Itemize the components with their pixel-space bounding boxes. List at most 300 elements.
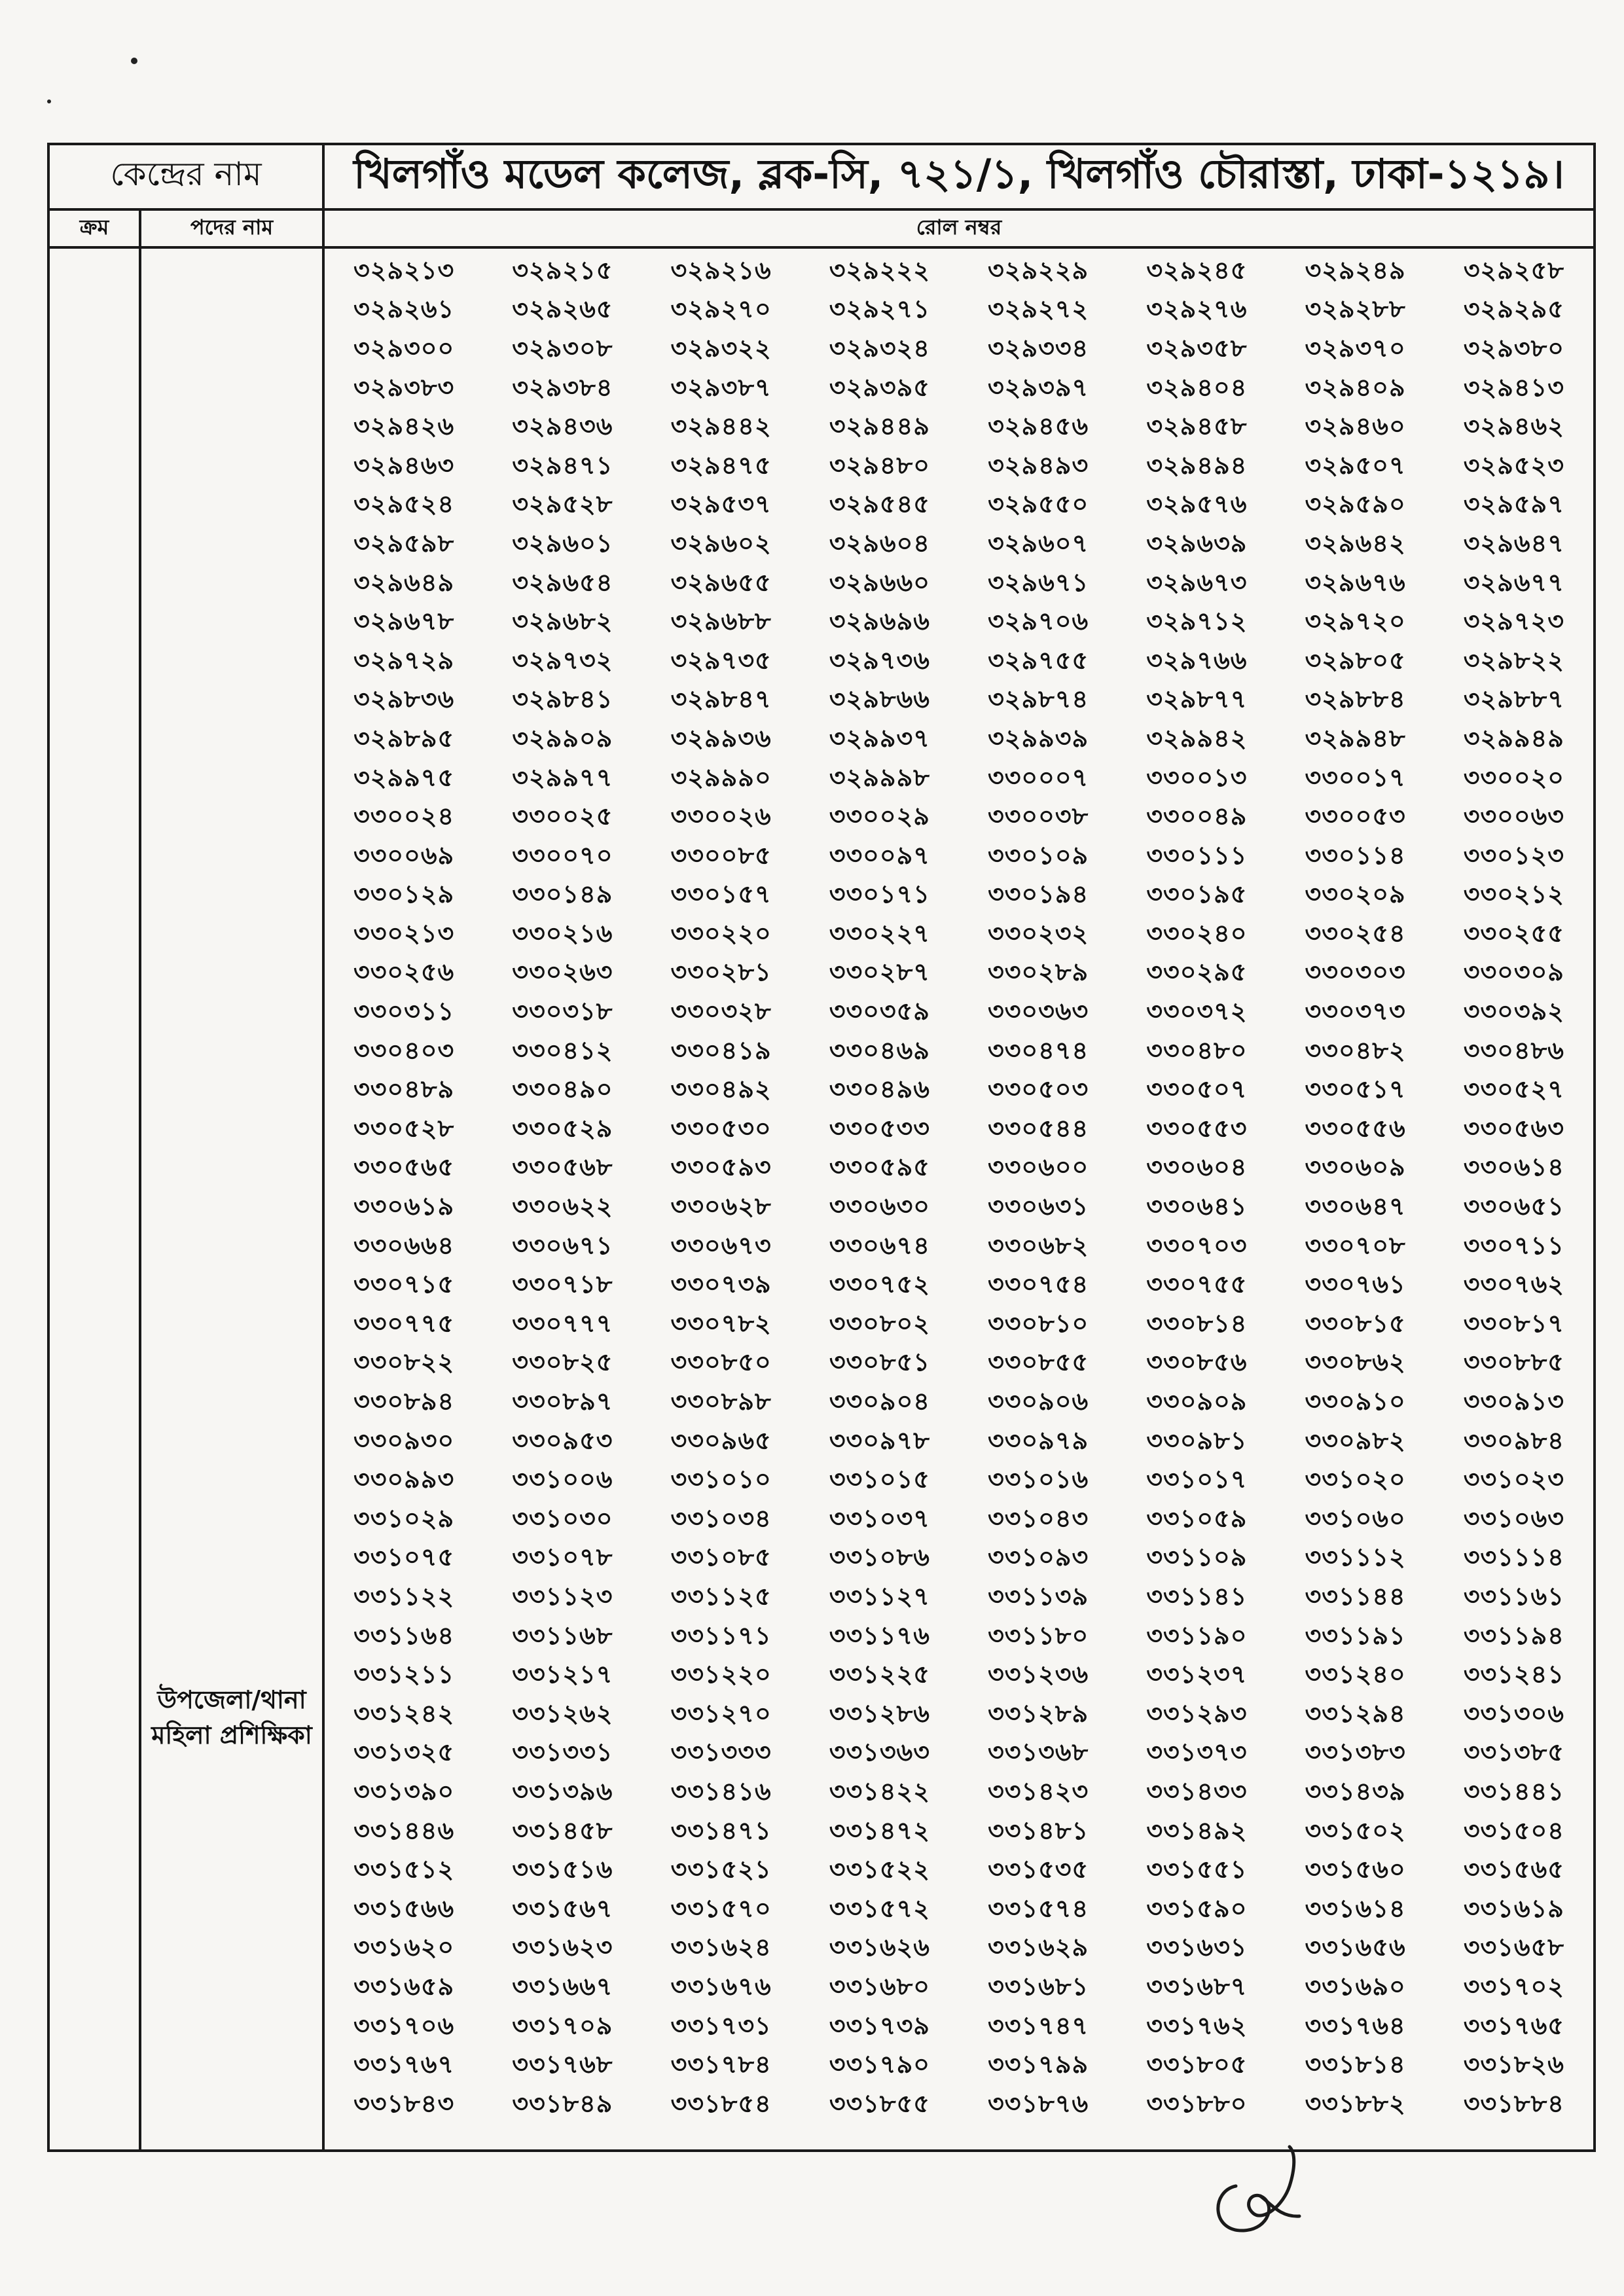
roll-number-cell: ৩২৯৫৪৫ <box>829 490 930 519</box>
roll-number-cell: ৩২৯৪৬২ <box>1463 412 1564 441</box>
roll-number-cell: ৩৩১২১৭ <box>512 1660 613 1689</box>
center-label: কেন্দ্রের নাম <box>50 145 325 208</box>
roll-number-cell: ৩৩১৫০২ <box>1305 1816 1406 1845</box>
roll-number-cell: ৩৩০৬৭৩ <box>670 1230 772 1260</box>
roll-number-cell: ৩৩০৮৫১ <box>829 1348 930 1377</box>
roll-number-cell: ৩২৯৪৭১ <box>512 450 613 480</box>
roll-number-cell: ৩৩০৭০৮ <box>1305 1230 1406 1260</box>
roll-number-cell: ৩৩১৮৫৪ <box>670 2089 772 2118</box>
roll-number-cell: ৩৩১৬২৪ <box>670 1933 772 1962</box>
roll-number-cell: ৩৩১০৪৩ <box>988 1503 1089 1533</box>
roll-number-cell: ৩২৯৩৯৫ <box>829 372 930 402</box>
roll-number-cell: ৩২৯৩২২ <box>670 333 772 363</box>
roll-number-cell: ৩৩১১৮০ <box>988 1621 1089 1650</box>
roll-number-cell: ৩২৯৮০৫ <box>1305 645 1406 675</box>
roll-number-cell: ৩২৯৭২০ <box>1305 607 1406 636</box>
roll-number-cell: ৩৩১২৯৪ <box>1305 1698 1406 1728</box>
post-name-line-1: উপজেলা/থানা <box>157 1685 306 1714</box>
roll-number-cell: ৩৩০৭৮২ <box>670 1308 772 1338</box>
roll-number-cell: ৩৩১৮৫৫ <box>829 2089 930 2118</box>
roll-number-cell: ৩৩১২২৫ <box>829 1660 930 1689</box>
roll-number-cell: ৩৩০২৫৬ <box>353 958 455 987</box>
roll-number-cell: ৩৩১৫৭২ <box>829 1893 930 1923</box>
roll-number-cell: ৩২৯৫৩৭ <box>670 490 772 519</box>
roll-number-cell: ৩৩১৮৮০ <box>1146 2089 1248 2118</box>
roll-number-cell: ৩৩১৮১৪ <box>1305 2050 1406 2079</box>
roll-number-cell: ৩৩১৪১৬ <box>670 1776 772 1806</box>
roll-number-cell: ৩৩০৯৮১ <box>1146 1426 1248 1455</box>
roll-number-cell: ৩৩১১৭৬ <box>829 1621 930 1650</box>
roll-number-cell: ৩৩১৩২৫ <box>353 1738 455 1767</box>
roll-number-cell: ৩২৯৫২৩ <box>1463 450 1564 480</box>
roll-number-cell: ৩৩১৩৩১ <box>512 1738 613 1767</box>
roll-number-cell: ৩২৯৯৪২ <box>1146 723 1248 753</box>
roll-number-cell: ৩৩১৭৬৫ <box>1463 2011 1564 2040</box>
roll-number-cell: ৩৩০৮৫০ <box>670 1348 772 1377</box>
roll-number-cell: ৩৩১০২৯ <box>353 1503 455 1533</box>
roll-number-cell: ৩৩১০৩৪ <box>670 1503 772 1533</box>
roll-number-cell: ৩৩১০১৫ <box>829 1465 930 1494</box>
roll-number-cell: ৩২৯৭১২ <box>1146 607 1248 636</box>
roll-number-cell: ৩৩০০২৫ <box>512 802 613 831</box>
roll-number-cell: ৩২৯৭৬৬ <box>1146 645 1248 675</box>
roll-number-cell: ৩৩০৫৬৫ <box>353 1153 455 1182</box>
roll-number-cell: ৩২৯৪০৪ <box>1146 372 1248 402</box>
roll-number-cell: ৩৩০৪৯০ <box>512 1075 613 1104</box>
roll-number-cell: ৩৩০৬৭৪ <box>829 1230 930 1260</box>
roll-number-cell: ৩২৯২২৯ <box>988 255 1089 285</box>
roll-number-cell: ৩৩০৯৫৩ <box>512 1426 613 1455</box>
roll-number-cell: ৩৩০২১২ <box>1463 880 1564 909</box>
roll-number-cell: ৩৩১৭৪৭ <box>988 2011 1089 2040</box>
roll-number-cell: ৩৩০৩০৩ <box>1305 958 1406 987</box>
roll-number-cell: ৩২৯৬৮২ <box>512 607 613 636</box>
roll-number-cell: ৩৩০১২৯ <box>353 880 455 909</box>
roll-number-cell: ৩৩০০৫৩ <box>1305 802 1406 831</box>
roll-number-cell: ৩২৯৪১৩ <box>1463 372 1564 402</box>
roll-number-cell: ৩৩১৩৭৩ <box>1146 1738 1248 1767</box>
roll-number-cell: ৩৩১১৭১ <box>670 1621 772 1650</box>
roll-number-cell: ৩৩০৭৫২ <box>829 1270 930 1299</box>
roll-number-cell: ৩৩১১২৫ <box>670 1581 772 1611</box>
roll-number-cell: ৩৩১৮৮৪ <box>1463 2089 1564 2118</box>
roll-number-cell: ৩৩১৫২১ <box>670 1855 772 1884</box>
roll-number-cell: ৩৩০৯১০ <box>1305 1387 1406 1416</box>
roll-number-cell: ৩৩১৭০৬ <box>353 2011 455 2040</box>
roll-number-cell: ৩৩০৮৮৫ <box>1463 1348 1564 1377</box>
roll-number-cell: ৩২৯৭৩২ <box>512 645 613 675</box>
roll-number-cell: ৩২৯২১৩ <box>353 255 455 285</box>
roll-number-cell: ৩৩১২৯৩ <box>1146 1698 1248 1728</box>
roll-number-cell: ৩২৯২২২ <box>829 255 930 285</box>
roll-number-cell: ৩৩১০৩০ <box>512 1503 613 1533</box>
post-name <box>141 1682 322 1753</box>
roll-number-cell: ৩৩০৭৭৫ <box>353 1308 455 1338</box>
roll-number-cell: ৩৩০৩২৮ <box>670 997 772 1026</box>
roll-number-cell: ৩৩০৮৯৪ <box>353 1387 455 1416</box>
roll-number-cell: ৩৩০৫০৩ <box>988 1075 1089 1104</box>
roll-number-cell: ৩২৯৮৭৭ <box>1146 685 1248 714</box>
roll-number-cell: ৩২৯৬৩৯ <box>1146 528 1248 558</box>
roll-number-cell: ৩২৯৭৩৬ <box>829 645 930 675</box>
roll-number-cell: ৩৩০৩৫৯ <box>829 997 930 1026</box>
roll-number-cell: ৩৩০২০৯ <box>1305 880 1406 909</box>
roll-number-cell: ৩৩০০৩৮ <box>988 802 1089 831</box>
roll-number-cell: ৩৩১০২০ <box>1305 1465 1406 1494</box>
roll-number-cell: ৩৩০৭১৫ <box>353 1270 455 1299</box>
roll-number-cell: ৩৩০৬৮২ <box>988 1230 1089 1260</box>
column-header-serial: ক্রম <box>50 211 141 246</box>
roll-number-cell: ৩৩০৪৮৬ <box>1463 1035 1564 1065</box>
roll-number-cell: ৩৩১৫২২ <box>829 1855 930 1884</box>
roll-number-cell: ৩৩১৩০৬ <box>1463 1698 1564 1728</box>
roll-number-cell: ৩৩০৫২৮ <box>353 1113 455 1143</box>
roll-number-cell: ৩৩১০৭৮ <box>512 1543 613 1572</box>
roll-number-cell: ৩৩১২৪১ <box>1463 1660 1564 1689</box>
column-header-row <box>50 211 1593 249</box>
roll-number-cell: ৩২৯৩৫৮ <box>1146 333 1248 363</box>
roll-number-cell: ৩২৯৩৮০ <box>1463 333 1564 363</box>
roll-number-cell: ৩৩১০৩৭ <box>829 1503 930 1533</box>
roll-number-cell: ৩৩০১৪৯ <box>512 880 613 909</box>
roll-number-cell: ৩২৯২৭২ <box>988 295 1089 324</box>
roll-number-cell: ৩৩০৬১৯ <box>353 1192 455 1221</box>
roll-number-cell: ৩৩১৪৭১ <box>670 1816 772 1845</box>
roll-number-cell: ৩৩০৯৮৪ <box>1463 1426 1564 1455</box>
roll-number-cell: ৩৩০৭১১ <box>1463 1230 1564 1260</box>
roll-number-cell: ৩৩১১৯০ <box>1146 1621 1248 1650</box>
roll-number-cell: ৩৩০৫০৭ <box>1146 1075 1248 1104</box>
roll-number-cell: ৩৩০৪৮৯ <box>353 1075 455 1104</box>
roll-number-cell: ৩৩০৭৭৭ <box>512 1308 613 1338</box>
roll-number-cell: ৩৩০১৯৪ <box>988 880 1089 909</box>
roll-number-cell: ৩৩০৮০২ <box>829 1308 930 1338</box>
roll-number-cell: ৩২৯২৬৫ <box>512 295 613 324</box>
roll-number-cell: ৩২৯৮৬৬ <box>829 685 930 714</box>
roll-number-cell: ৩২৯৩৭০ <box>1305 333 1406 363</box>
post-column <box>141 249 325 2149</box>
roll-number-cell: ৩২৯৭৫৫ <box>988 645 1089 675</box>
roll-number-cell: ৩২৯৩৮৩ <box>353 372 455 402</box>
roll-number-cell: ৩৩১১১৪ <box>1463 1543 1564 1572</box>
roll-number-cell: ৩৩০৩৬৩ <box>988 997 1089 1026</box>
roll-number-cell: ৩২৯৬৭৩ <box>1146 567 1248 597</box>
roll-number-cell: ৩২৯২৭৬ <box>1146 295 1248 324</box>
roll-number-cell: ৩৩০৬৩০ <box>829 1192 930 1221</box>
roll-number-cell: ৩৩১৬৮১ <box>988 1971 1089 2001</box>
roll-number-cell: ৩৩১০৯৩ <box>988 1543 1089 1572</box>
roll-number-cell: ৩৩০২১৩ <box>353 918 455 948</box>
roll-number-cell: ৩৩১৫১২ <box>353 1855 455 1884</box>
roll-number-cell: ৩৩০৮২২ <box>353 1348 455 1377</box>
roll-number-cell: ৩৩০৫৪৪ <box>988 1113 1089 1143</box>
roll-number-cell: ৩২৯৮৩৬ <box>353 685 455 714</box>
roll-number-cell: ৩৩০০৬৯ <box>353 840 455 870</box>
roll-number-cell: ৩৩০৪৬৯ <box>829 1035 930 1065</box>
roll-number-cell: ৩৩১০৭৫ <box>353 1543 455 1572</box>
roll-number-cell: ৩৩০২২০ <box>670 918 772 948</box>
roll-number-cell: ৩৩১১৩৯ <box>988 1581 1089 1611</box>
roll-number-cell: ৩২৯৪৮০ <box>829 450 930 480</box>
roll-number-cell: ৩৩১২৪০ <box>1305 1660 1406 1689</box>
roll-number-cell: ৩২৯৬৮৮ <box>670 607 772 636</box>
roll-number-cell: ৩৩০২৮৭ <box>829 958 930 987</box>
roll-number-cell: ৩২৯৬০৪ <box>829 528 930 558</box>
roll-number-cell: ৩৩০০৯৭ <box>829 840 930 870</box>
roll-number-cell: ৩৩১১২৩ <box>512 1581 613 1611</box>
roll-number-cell: ৩২৯৩৯৭ <box>988 372 1089 402</box>
roll-number-cell: ৩৩১৭৬৭ <box>353 2050 455 2079</box>
roll-number-cell: ৩২৯৯৭৫ <box>353 762 455 792</box>
roll-number-cell: ৩২৯৪২৬ <box>353 412 455 441</box>
roll-number-cell: ৩৩১৭০৯ <box>512 2011 613 2040</box>
roll-number-cell: ৩৩১০১৭ <box>1146 1465 1248 1494</box>
roll-number-cell: ৩২৯৮৪১ <box>512 685 613 714</box>
roll-number-cell: ৩৩০৪৯৬ <box>829 1075 930 1104</box>
roll-number-cell: ৩৩০৩৭৩ <box>1305 997 1406 1026</box>
roll-number-cell: ৩২৯৩৮৭ <box>670 372 772 402</box>
roll-number-cell: ৩২৯৪৬০ <box>1305 412 1406 441</box>
roll-number-cell: ৩৩১০২৩ <box>1463 1465 1564 1494</box>
roll-number-cell: ৩৩১৮৭৬ <box>988 2089 1089 2118</box>
roll-number-cell: ৩৩০৬৩১ <box>988 1192 1089 1221</box>
roll-number-cell: ৩৩১২১১ <box>353 1660 455 1689</box>
roll-number-cell: ৩২৯৩৮৪ <box>512 372 613 402</box>
roll-number-cell: ৩২৯৪৯৪ <box>1146 450 1248 480</box>
roll-number-cell: ৩৩১৩৯৬ <box>512 1776 613 1806</box>
roll-number-cell: ৩৩০০৬৩ <box>1463 802 1564 831</box>
roll-number-cell: ৩২৯৫৯০ <box>1305 490 1406 519</box>
roll-number-cell: ৩৩০০১৭ <box>1305 762 1406 792</box>
roll-number-cell: ৩২৯৪৪৯ <box>829 412 930 441</box>
roll-number-cell: ৩৩১০৬০ <box>1305 1503 1406 1533</box>
roll-number-cell: ৩৩০৪৮২ <box>1305 1035 1406 1065</box>
roll-number-cell: ৩২৯২৫৮ <box>1463 255 1564 285</box>
roll-number-cell: ৩৩০১২৩ <box>1463 840 1564 870</box>
roll-number-cell: ৩৩১১২৭ <box>829 1581 930 1611</box>
roll-number-cell: ৩৩০৫২৭ <box>1463 1075 1564 1104</box>
roll-number-cell: ৩২৯৫৯৮ <box>353 528 455 558</box>
roll-number-cell: ৩৩১২৮৯ <box>988 1698 1089 1728</box>
roll-number-cell: ৩২৯৫২৮ <box>512 490 613 519</box>
roll-number-cell: ৩৩১৫৬৬ <box>353 1893 455 1923</box>
roll-number-cell: ৩৩১৬৫৯ <box>353 1971 455 2001</box>
roll-number-cell: ৩২৯৮৪৭ <box>670 685 772 714</box>
roll-number-cell: ৩২৯৬৭৬ <box>1305 567 1406 597</box>
roll-number-cell: ৩৩১৬১৪ <box>1305 1893 1406 1923</box>
roll-number-cell: ৩৩০০৪৯ <box>1146 802 1248 831</box>
roll-number-cell: ৩২৯৯৭৭ <box>512 762 613 792</box>
roll-number-cell: ৩৩১৩৮৫ <box>1463 1738 1564 1767</box>
roll-number-cell: ৩৩০৬০৯ <box>1305 1153 1406 1182</box>
serial-column <box>50 249 141 2149</box>
roll-number-cell: ৩৩১৭৬২ <box>1146 2011 1248 2040</box>
roll-number-cell: ৩৩০০২০ <box>1463 762 1564 792</box>
roll-number-cell: ৩৩০৭০৩ <box>1146 1230 1248 1260</box>
roll-number-cell: ৩৩১৩৮৩ <box>1305 1738 1406 1767</box>
roll-number-cell: ৩৩১৪২৩ <box>988 1776 1089 1806</box>
roll-number-cell: ৩৩১২৩৬ <box>988 1660 1089 1689</box>
roll-number-cell: ৩৩০৫৫৬ <box>1305 1113 1406 1143</box>
roll-number-cell: ৩২৯৮৯৫ <box>353 723 455 753</box>
roll-number-cell: ৩৩০৯৭৯ <box>988 1426 1089 1455</box>
roll-number-cell: ৩৩১০১০ <box>670 1465 772 1494</box>
roll-number-cell: ৩২৯৪৩৬ <box>512 412 613 441</box>
roll-number-cell: ৩২৯৪৫৬ <box>988 412 1089 441</box>
roll-number-cell: ৩৩০০৮৫ <box>670 840 772 870</box>
roll-number-cell: ৩২৯৪৭৫ <box>670 450 772 480</box>
roll-number-cell: ৩৩০৯৭৮ <box>829 1426 930 1455</box>
roll-number-cell: ৩২৯৫০৭ <box>1305 450 1406 480</box>
roll-number-cell: ৩৩০১৭১ <box>829 880 930 909</box>
roll-number-cell: ৩৩০৬২২ <box>512 1192 613 1221</box>
roll-number-cell: ৩৩০১১১ <box>1146 840 1248 870</box>
roll-number-cell: ৩৩০৬৭১ <box>512 1230 613 1260</box>
roll-number-cell: ৩৩০৪১৯ <box>670 1035 772 1065</box>
roll-number-cell: ৩৩০৯৩০ <box>353 1426 455 1455</box>
roll-number-cell: ৩৩০৫৬৩ <box>1463 1113 1564 1143</box>
roll-number-cell: ৩৩০৭৬২ <box>1463 1270 1564 1299</box>
roll-number-cell: ৩৩০১৯৫ <box>1146 880 1248 909</box>
roll-number-cell: ৩৩১৬৯০ <box>1305 1971 1406 2001</box>
roll-number-cell: ৩৩০২২৭ <box>829 918 930 948</box>
roll-number-cell: ৩৩১১০৯ <box>1146 1543 1248 1572</box>
roll-number-cell: ৩৩০৫৯৩ <box>670 1153 772 1182</box>
roll-number-cell: ৩৩০৮১৫ <box>1305 1308 1406 1338</box>
roll-number-cell: ৩৩০৪১২ <box>512 1035 613 1065</box>
roll-number-cell: ৩৩১০৬৩ <box>1463 1503 1564 1533</box>
roll-number-cell: ৩৩১২২০ <box>670 1660 772 1689</box>
roll-number-cell: ৩২৯৯৩৯ <box>988 723 1089 753</box>
roll-number-cell: ৩২৯৬৫৪ <box>512 567 613 597</box>
roll-number-cell: ৩৩০০১৩ <box>1146 762 1248 792</box>
roll-number-cell: ৩৩০৪৮০ <box>1146 1035 1248 1065</box>
roll-number-cell: ৩৩০৩৭২ <box>1146 997 1248 1026</box>
roll-number-cell: ৩২৯৯৪৮ <box>1305 723 1406 753</box>
roll-number-cell: ৩৩০৭৫৫ <box>1146 1270 1248 1299</box>
roll-number-cell: ৩৩১৫৭৪ <box>988 1893 1089 1923</box>
roll-number-cell: ৩২৯৩২৪ <box>829 333 930 363</box>
roll-number-cell: ৩৩১৫৭০ <box>670 1893 772 1923</box>
roll-number-cell: ৩৩১৩৯০ <box>353 1776 455 1806</box>
roll-number-cell: ৩২৯৫৯৭ <box>1463 490 1564 519</box>
roll-number-cell: ৩৩০২৪০ <box>1146 918 1248 948</box>
roll-number-cell: ৩৩০৬৪৭ <box>1305 1192 1406 1221</box>
roll-number-cell: ৩৩০২৬৩ <box>512 958 613 987</box>
roll-number-cell: ৩৩০৯৬৫ <box>670 1426 772 1455</box>
roll-number-cell: ৩৩১৪৮১ <box>988 1816 1089 1845</box>
roll-number-cell: ৩৩১০০৬ <box>512 1465 613 1494</box>
result-table <box>47 143 1596 2152</box>
roll-number-cell: ৩৩০৪৯২ <box>670 1075 772 1104</box>
roll-number-cell: ৩৩০৮৫৬ <box>1146 1348 1248 1377</box>
roll-number-cell: ৩২৯৩০৮ <box>512 333 613 363</box>
roll-number-cell: ৩২৯৫২৪ <box>353 490 455 519</box>
roll-number-cell: ৩৩১৪৪১ <box>1463 1776 1564 1806</box>
roll-number-cell: ৩৩০১৫৭ <box>670 880 772 909</box>
roll-number-cell: ৩৩০২৫৫ <box>1463 918 1564 948</box>
roll-number-cell: ৩২৯৬০৭ <box>988 528 1089 558</box>
roll-number-cell: ৩৩১২৪২ <box>353 1698 455 1728</box>
roll-number-cell: ৩৩০৬৪১ <box>1146 1192 1248 1221</box>
roll-number-cell: ৩৩১৭০২ <box>1463 1971 1564 2001</box>
roll-number-cell: ৩২৯৬৫৫ <box>670 567 772 597</box>
roll-number-cell: ৩৩১৬৩১ <box>1146 1933 1248 1962</box>
roll-number-cell: ৩২৯৭৩৫ <box>670 645 772 675</box>
roll-number-cell: ৩২৯২৭১ <box>829 295 930 324</box>
roll-number-cell: ৩৩০০২৬ <box>670 802 772 831</box>
roll-number-cell: ৩৩০৬০৪ <box>1146 1153 1248 1182</box>
roll-number-cell: ৩৩০৫৩৩ <box>829 1113 930 1143</box>
roll-number-cell: ৩৩১৭৮৪ <box>670 2050 772 2079</box>
roll-number-cell: ৩৩০৭৫৪ <box>988 1270 1089 1299</box>
roll-number-cell: ৩৩০৭৬১ <box>1305 1270 1406 1299</box>
roll-number-cell: ৩৩০৮১৭ <box>1463 1308 1564 1338</box>
roll-number-cell: ৩৩১৫৩৫ <box>988 1855 1089 1884</box>
roll-number-cell: ৩৩০৩১৮ <box>512 997 613 1026</box>
roll-number-cell: ৩৩১৪৪৬ <box>353 1816 455 1845</box>
roll-number-cell: ৩২৯৫৫০ <box>988 490 1089 519</box>
roll-number-cell: ৩২৯৪৪২ <box>670 412 772 441</box>
roll-number-cell: ৩৩০৮৯৭ <box>512 1387 613 1416</box>
roll-number-cell: ৩৩১১৬৮ <box>512 1621 613 1650</box>
roll-number-cell: ৩২৯৯০৯ <box>512 723 613 753</box>
roll-number-cell: ৩৩১৮০৫ <box>1146 2050 1248 2079</box>
roll-number-cell: ৩৩০৯০৬ <box>988 1387 1089 1416</box>
roll-number-cell: ৩৩০৮৯৮ <box>670 1387 772 1416</box>
roll-number-cell: ৩২৯৫৭৬ <box>1146 490 1248 519</box>
roll-number-cell: ৩৩১৫৫১ <box>1146 1855 1248 1884</box>
roll-number-cell: ৩২৯২৬১ <box>353 295 455 324</box>
roll-number-cell: ৩৩১৭৩৯ <box>829 2011 930 2040</box>
roll-number-cell: ৩২৯৯৯০ <box>670 762 772 792</box>
roll-number-cell: ৩৩১৭৯৯ <box>988 2050 1089 2079</box>
roll-number-cell: ৩৩১৮৮২ <box>1305 2089 1406 2118</box>
roll-number-cell: ৩৩০১১৪ <box>1305 840 1406 870</box>
roll-number-cell: ৩৩০৫৫৩ <box>1146 1113 1248 1143</box>
roll-number-cell: ৩৩০৮৫৫ <box>988 1348 1089 1377</box>
roll-number-cell: ৩৩১১৬১ <box>1463 1581 1564 1611</box>
roll-number-cell: ৩৩০০০৭ <box>988 762 1089 792</box>
roll-number-cell: ৩৩০৬১৪ <box>1463 1153 1564 1182</box>
roll-number-cell: ৩২৯২৪৫ <box>1146 255 1248 285</box>
roll-number-cell: ৩৩১৩৩৩ <box>670 1738 772 1767</box>
roll-number-cell: ৩২৯৪০৯ <box>1305 372 1406 402</box>
roll-number-cell: ৩২৯২৭০ <box>670 295 772 324</box>
roll-number-cell: ৩২৯৪৯৩ <box>988 450 1089 480</box>
roll-number-cell: ৩৩০২৫৪ <box>1305 918 1406 948</box>
roll-number-cell: ৩২৯৭২৩ <box>1463 607 1564 636</box>
roll-number-cell: ৩৩০৫৯৫ <box>829 1153 930 1182</box>
roll-number-cell: ৩৩১২৩৭ <box>1146 1660 1248 1689</box>
roll-number-cell: ৩৩১১২২ <box>353 1581 455 1611</box>
roll-number-cell: ৩২৯৬৪৯ <box>353 567 455 597</box>
roll-number-cell: ৩২৯৭২৯ <box>353 645 455 675</box>
roll-number-cell: ৩২৯৯৩৭ <box>829 723 930 753</box>
roll-number-cell: ৩৩১৬৮০ <box>829 1971 930 2001</box>
roll-number-cell: ৩৩১৭৬৪ <box>1305 2011 1406 2040</box>
roll-number-cell: ৩৩০২৮৯ <box>988 958 1089 987</box>
roll-number-cell: ৩২৯৮৮৭ <box>1463 685 1564 714</box>
roll-number-cell: ৩২৯৭০৬ <box>988 607 1089 636</box>
roll-number-cell: ৩২৯২৮৮ <box>1305 295 1406 324</box>
roll-number-cell: ৩২৯৬৪৭ <box>1463 528 1564 558</box>
roll-number-cell: ৩৩১৮৪৩ <box>353 2089 455 2118</box>
roll-number-cell: ৩২৯৬০১ <box>512 528 613 558</box>
roll-number-cell: ৩৩১৪৯২ <box>1146 1816 1248 1845</box>
center-name: খিলগাঁও মডেল কলেজ, ব্লক-সি, ৭২১/১, খিলগাঁও চৌরাস্তা, ঢাকা-১২১৯। <box>353 149 1564 198</box>
roll-number-cell: ৩৩০০২৯ <box>829 802 930 831</box>
